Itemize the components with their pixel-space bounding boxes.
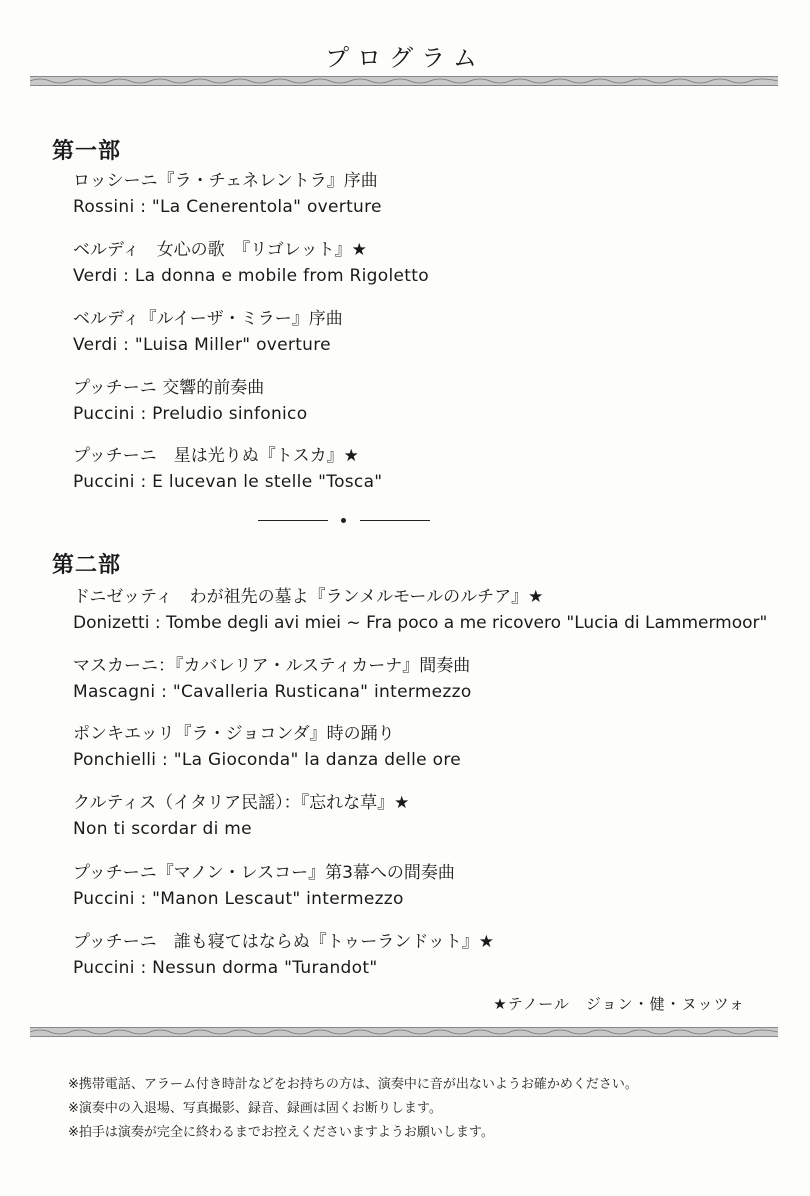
program-item-ja: プッチーニ 誰も寝てはならぬ『トゥーランドット』★ — [73, 932, 494, 952]
program-item — [73, 237, 773, 289]
part1-heading: 第一部 — [52, 139, 122, 164]
program-item-ja: プッチーニ 交響的前奏曲 — [73, 378, 265, 398]
program-item-en: Non ti scordar di me — [73, 819, 252, 839]
program-item-en: Puccini : Nessun dorma "Turandot" — [73, 958, 378, 978]
section-divider — [258, 515, 430, 527]
program-item — [73, 443, 773, 495]
part2-heading: 第二部 — [52, 553, 122, 578]
program-item-ja: クルティス（イタリア民謡）：『忘れな草』★ — [73, 793, 410, 813]
program-item-ja: ベルディ『ルイーザ・ミラー』序曲 — [73, 309, 343, 329]
program-item — [73, 168, 773, 220]
program-item — [73, 860, 773, 912]
program-item-ja: ポンキエッリ『ラ・ジョコンダ』時の踊り — [73, 724, 395, 744]
program-item-en: Ponchielli : "La Gioconda" la danza delle ore — [73, 750, 461, 770]
program-item-ja: ドニゼッティ わが祖先の墓よ『ランメルモールのルチア』★ — [73, 587, 544, 607]
top-ornament-border — [30, 75, 778, 87]
program-item — [73, 375, 773, 427]
divider-line-right — [360, 520, 430, 521]
page-title: プログラム — [325, 44, 485, 72]
program-item — [73, 790, 773, 842]
program-item — [73, 721, 773, 773]
tenor-credit: ★テノール ジョン・健・ヌッツォ — [493, 995, 745, 1013]
program-item-en: Verdi : "Luisa Miller" overture — [73, 335, 331, 355]
program-item-en: Puccini : E lucevan le stelle "Tosca" — [73, 472, 383, 492]
program-item — [73, 306, 773, 358]
program-item-en: Donizetti : Tombe degli avi miei ~ Fra poco a me ricovero "Lucia di Lammermoor" — [73, 613, 768, 633]
bottom-ornament-border — [30, 1026, 778, 1038]
program-item-en: Verdi : La donna e mobile from Rigoletto — [73, 266, 429, 286]
program-item-en: Rossini : "La Cenerentola" overture — [73, 197, 382, 217]
program-item — [73, 653, 773, 705]
program-item — [73, 584, 773, 636]
program-item-ja: ロッシーニ『ラ・チェネレントラ』序曲 — [73, 171, 378, 191]
note-line: ※演奏中の入退場、写真撮影、録音、録画は固くお断りします。 — [68, 1101, 442, 1116]
program-item — [73, 929, 773, 981]
program-item-ja: ベルディ 女心の歌 『リゴレット』★ — [73, 240, 367, 260]
divider-line-left — [258, 520, 328, 521]
note-line: ※拍手は演奏が完全に終わるまでお控えくださいますようお願いします。 — [68, 1125, 494, 1140]
program-item-ja: マスカーニ：『カバレリア・ルスティカーナ』間奏曲 — [73, 656, 471, 676]
divider-dot — [341, 518, 346, 523]
program-item-ja: プッチーニ 星は光りぬ『トスカ』★ — [73, 446, 359, 466]
note-line: ※携帯電話、アラーム付き時計などをお持ちの方は、演奏中に音が出ないようお確かめください。 — [68, 1077, 638, 1092]
program-item-en: Puccini : "Manon Lescaut" intermezzo — [73, 889, 404, 909]
program-item-en: Puccini : Preludio sinfonico — [73, 404, 308, 424]
program-item-en: Mascagni : "Cavalleria Rusticana" intermezzo — [73, 682, 472, 702]
notes-section — [68, 1073, 638, 1145]
program-item-ja: プッチーニ『マノン・レスコー』第3幕への間奏曲 — [73, 863, 455, 883]
